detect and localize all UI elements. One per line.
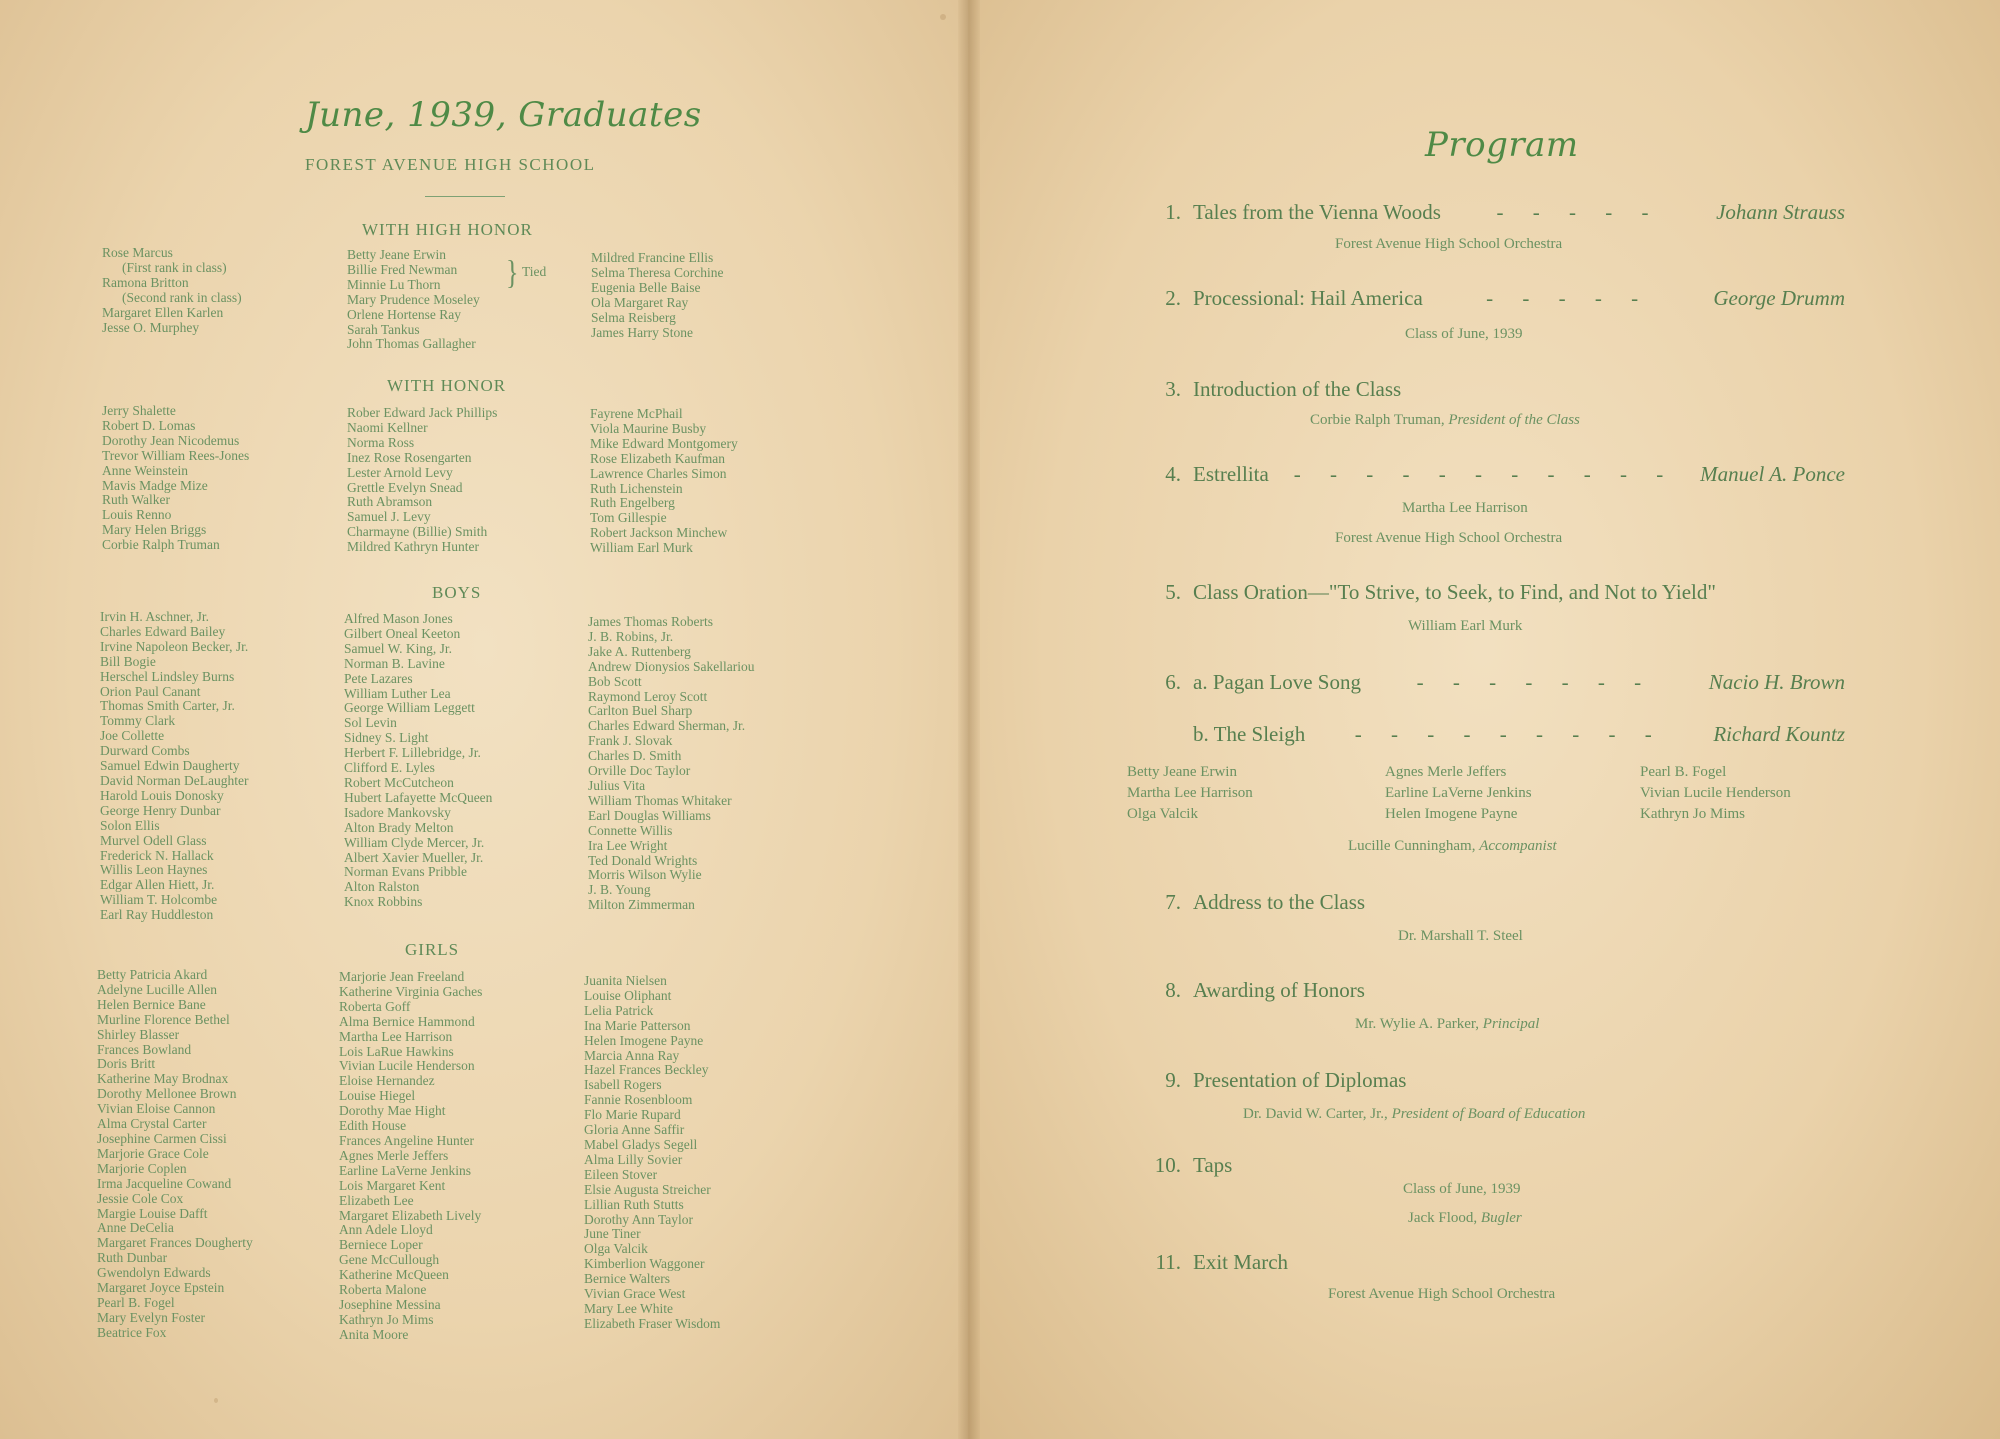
list-item: Ruth Dunbar [97, 1250, 168, 1266]
list-item: Juanita Nielsen [584, 973, 667, 988]
list-item: Corbie Ralph Truman [102, 537, 220, 553]
list-item: (First rank in class) [122, 259, 227, 275]
item-title: Address to the Class [1193, 890, 1366, 914]
boys-heading: BOYS [432, 583, 482, 602]
list-item: Helen Imogene Payne [584, 1032, 704, 1048]
list-item: William Thomas Whitaker [588, 792, 732, 808]
list-item: Earline LaVerne Jenkins [339, 1162, 471, 1178]
program-item [1135, 286, 1845, 311]
list-item: Anita Moore [339, 1326, 409, 1342]
list-item: Vivian Eloise Cannon [97, 1101, 216, 1117]
list-item: Mary Prudence Moseley [347, 291, 480, 307]
title-rule [425, 196, 505, 197]
page-fold [958, 0, 980, 1439]
list-item: Agnes Merle Jeffers [1385, 764, 1507, 780]
leader-dashes: - - - - - - - - - - - [1293, 462, 1676, 486]
list-item: Connette Willis [588, 822, 673, 838]
list-item: Jesse O. Murphey [102, 319, 200, 335]
list-item: Adelyne Lucille Allen [97, 981, 217, 997]
stain-spot [940, 14, 946, 20]
list-item: Ramona Britton [102, 274, 189, 290]
item-performer: William Earl Murk [1408, 618, 1523, 634]
list-item: Robert D. Lomas [102, 417, 196, 433]
list-item: Norman B. Lavine [344, 655, 445, 671]
list-item: Louise Oliphant [584, 987, 672, 1003]
item-number: 1. [1165, 200, 1181, 224]
item-title: Awarding of Honors [1193, 978, 1365, 1002]
item-composer: George Drumm [1713, 286, 1845, 310]
list-item: Earl Ray Huddleston [100, 907, 214, 923]
list-item: Kathryn Jo Mims [1640, 806, 1745, 822]
performer-role: Principal [1482, 1016, 1540, 1032]
list-item: (Second rank in class) [122, 289, 242, 305]
list-item: Selma Reisberg [591, 309, 676, 325]
item-composer: Richard Kountz [1713, 722, 1845, 746]
list-item: Gloria Anne Saffir [584, 1122, 685, 1138]
list-item: Katherine Virginia Gaches [339, 983, 483, 999]
list-item: Irvine Napoleon Becker, Jr. [100, 638, 249, 654]
list-item: Carlton Buel Sharp [588, 703, 693, 719]
list-item: Sidney S. Light [344, 730, 429, 746]
list-item: Margie Louise Dafft [97, 1205, 208, 1221]
item-number: 7. [1165, 890, 1181, 914]
item-number: 9. [1165, 1068, 1181, 1092]
high-honor-col1 [102, 246, 242, 335]
list-item: Berniece Loper [339, 1237, 423, 1253]
boys-col1 [100, 610, 248, 923]
item-composer: Manuel A. Ponce [1700, 462, 1845, 486]
item-number: 4. [1165, 462, 1181, 486]
performer-name: Jack Flood, [1408, 1210, 1481, 1226]
list-item: James Harry Stone [591, 324, 693, 340]
list-item: Hubert Lafayette McQueen [344, 789, 493, 805]
list-item: Ruth Lichenstein [590, 480, 683, 496]
list-item: Lillian Ruth Stutts [584, 1196, 684, 1212]
list-item: William Earl Murk [590, 540, 693, 556]
list-item: Joe Collette [100, 728, 165, 744]
list-item: Rober Edward Jack Phillips [347, 405, 498, 420]
list-item: Frank J. Slovak [588, 733, 673, 749]
list-item: Samuel Edwin Daugherty [100, 758, 240, 774]
item-performer: Dr. Marshall T. Steel [1398, 928, 1523, 944]
list-item: Lois Margaret Kent [339, 1177, 446, 1193]
list-item: Samuel W. King, Jr. [344, 640, 453, 656]
program-item [1135, 670, 1845, 695]
tied-brace: } [506, 253, 519, 292]
list-item: Martha Lee Harrison [339, 1028, 453, 1044]
list-item: Samuel J. Levy [347, 509, 431, 525]
list-item: Mildred Kathryn Hunter [347, 539, 479, 555]
program-item [1135, 377, 1845, 402]
list-item: Elizabeth Lee [339, 1192, 414, 1208]
list-item: Alma Crystal Carter [97, 1116, 207, 1132]
item-number: 8. [1165, 978, 1181, 1002]
list-item: Naomi Kellner [347, 419, 428, 435]
list-item: Mabel Gladys Segell [584, 1136, 698, 1152]
list-item: Gwendolyn Edwards [97, 1265, 211, 1281]
list-item: Ola Margaret Ray [591, 294, 689, 310]
list-item: Orion Paul Canant [100, 683, 201, 699]
list-item: Marjorie Grace Cole [97, 1145, 209, 1161]
high-honor-heading: WITH HIGH HONOR [362, 220, 533, 239]
list-item: Pearl B. Fogel [1640, 764, 1727, 780]
item-composer: Johann Strauss [1716, 200, 1845, 224]
list-item: Lelia Patrick [584, 1002, 654, 1018]
school-name: FOREST AVENUE HIGH SCHOOL [305, 155, 596, 174]
list-item: Bill Bogie [100, 653, 156, 669]
item-performer [1243, 1106, 1585, 1123]
program-item [1135, 1250, 1845, 1275]
performer-name: Corbie Ralph Truman, [1310, 412, 1449, 428]
item-title: b. The Sleigh [1193, 722, 1306, 746]
list-item: Mary Helen Briggs [102, 522, 207, 538]
list-item: Kimberlion Waggoner [584, 1256, 705, 1272]
list-item: Ted Donald Wrights [588, 852, 698, 868]
performer-name: Dr. David W. Carter, Jr., [1243, 1106, 1392, 1122]
item-title: Introduction of the Class [1193, 377, 1402, 401]
list-item: Alton Ralston [344, 879, 420, 895]
list-item: Ruth Abramson [347, 494, 433, 510]
list-item: Thomas Smith Carter, Jr. [100, 698, 235, 714]
list-item: Mike Edward Montgomery [590, 435, 738, 451]
program-item [1135, 580, 1845, 605]
list-item: Isadore Mankovsky [344, 804, 451, 820]
leader-dashes: - - - - - [1496, 200, 1661, 224]
program-item [1135, 722, 1845, 747]
item-performer: Class of June, 1939 [1405, 326, 1523, 342]
list-item: Grettle Evelyn Snead [347, 479, 463, 495]
girls-col2 [339, 970, 482, 1343]
list-item: Irvin H. Aschner, Jr. [100, 609, 209, 624]
item-title: Processional: Hail America [1193, 286, 1423, 310]
list-item: Alma Bernice Hammond [339, 1013, 475, 1029]
performer-role: President of Board of Education [1391, 1106, 1586, 1122]
list-item: Norman Evans Pribble [344, 864, 467, 880]
list-item: Agnes Merle Jeffers [339, 1147, 449, 1163]
list-item: Margaret Elizabeth Lively [339, 1207, 482, 1223]
girls-heading: GIRLS [405, 940, 460, 959]
list-item: Knox Robbins [344, 894, 423, 910]
graduates-title: June, 1939, Graduates [305, 95, 702, 135]
list-item: Alfred Mason Jones [344, 611, 453, 626]
list-item: Isabell Rogers [584, 1077, 662, 1093]
list-item: John Thomas Gallagher [347, 336, 476, 352]
list-item: Betty Patricia Akard [97, 967, 208, 982]
list-item: Tommy Clark [100, 713, 176, 729]
list-item: Frances Bowland [97, 1041, 192, 1057]
list-item: William Luther Lea [344, 685, 451, 701]
list-item: Helen Imogene Payne [1385, 806, 1518, 822]
item-number: 3. [1165, 377, 1181, 401]
list-item: Fayrene McPhail [590, 406, 683, 421]
list-item: George William Leggett [344, 700, 475, 716]
list-item: Betty Jeane Erwin [347, 247, 446, 262]
girls-col1 [97, 968, 253, 1341]
list-item: Minnie Lu Thorn [347, 276, 441, 292]
list-item: Margaret Joyce Epstein [97, 1280, 225, 1296]
list-item: Margaret Frances Dougherty [97, 1235, 253, 1251]
list-item: Mavis Madge Mize [102, 477, 208, 493]
list-item: Vivian Lucile Henderson [339, 1058, 475, 1074]
list-item: Edith House [339, 1118, 407, 1134]
program-item [1135, 978, 1845, 1003]
list-item: Viola Maurine Busby [590, 420, 707, 436]
list-item: Eugenia Belle Baise [591, 279, 701, 295]
list-item: Raymond Leroy Scott [588, 688, 708, 704]
list-item: Josephine Messina [339, 1296, 441, 1312]
program-item [1135, 200, 1845, 225]
item-performer: Martha Lee Harrison [1402, 500, 1528, 516]
list-item: Ruth Walker [102, 492, 171, 508]
list-item: George Henry Dunbar [100, 802, 221, 818]
program-item [1135, 462, 1845, 487]
singers-col3 [1640, 762, 1791, 825]
list-item: Margaret Ellen Karlen [102, 304, 224, 320]
boys-col3 [588, 615, 754, 913]
list-item: William Clyde Mercer, Jr. [344, 834, 485, 850]
list-item: Lawrence Charles Simon [590, 465, 727, 481]
list-item: Hazel Frances Beckley [584, 1062, 709, 1078]
list-item: Elizabeth Fraser Wisdom [584, 1315, 721, 1331]
list-item: Dorothy Ann Taylor [584, 1211, 694, 1227]
list-item: Dorothy Mellonee Brown [97, 1086, 237, 1102]
list-item: Rose Elizabeth Kaufman [590, 450, 725, 466]
list-item: Josephine Carmen Cissi [97, 1130, 227, 1146]
girls-col3 [584, 974, 720, 1332]
list-item: Norma Ross [347, 434, 415, 450]
list-item: Edgar Allen Hiett, Jr. [100, 877, 215, 893]
list-item: Pearl B. Fogel [97, 1294, 175, 1310]
item-performer: Forest Avenue High School Orchestra [1335, 236, 1563, 252]
list-item: Marjorie Jean Freeland [339, 969, 465, 984]
list-item: Vivian Lucile Henderson [1640, 785, 1791, 801]
item-title: Class Oration—"To Strive, to Seek, to Find, and Not to Yield" [1193, 580, 1716, 604]
list-item: Olga Valcik [1127, 806, 1198, 822]
list-item: Anne Weinstein [102, 462, 189, 478]
list-item: Olga Valcik [584, 1241, 648, 1257]
list-item: Jake A. Ruttenberg [588, 643, 691, 659]
list-item: Billie Fred Newman [347, 261, 458, 277]
item-number: 5. [1165, 580, 1181, 604]
list-item: Doris Britt [97, 1056, 156, 1072]
list-item: Roberta Malone [339, 1282, 427, 1298]
list-item: Ruth Engelberg [590, 495, 675, 511]
list-item: Rose Marcus [102, 245, 173, 260]
list-item: Dorothy Mae Hight [339, 1103, 446, 1119]
item-performer: Forest Avenue High School Orchestra [1328, 1286, 1556, 1302]
list-item: Anne DeCelia [97, 1220, 174, 1236]
list-item: Orlene Hortense Ray [347, 306, 461, 322]
list-item: Durward Combs [100, 743, 190, 759]
high-honor-col3 [591, 251, 723, 340]
list-item: Kathryn Jo Mims [339, 1311, 434, 1327]
list-item: Pete Lazares [344, 670, 413, 686]
list-item: Ann Adele Lloyd [339, 1222, 433, 1238]
leader-dashes: - - - - - - - [1416, 670, 1654, 694]
list-item: Tom Gillespie [590, 510, 667, 526]
singers-col1 [1127, 762, 1253, 825]
list-item: William T. Holcombe [100, 892, 218, 908]
honor-col1 [102, 404, 249, 553]
honor-heading: WITH HONOR [387, 376, 507, 395]
list-item: Bob Scott [588, 673, 642, 689]
item-number: 2. [1165, 286, 1181, 310]
item-performer [1310, 412, 1580, 429]
list-item: Vivian Grace West [584, 1286, 686, 1302]
program-item [1135, 890, 1845, 915]
item-performer [1355, 1016, 1539, 1033]
performer-role: President of the Class [1448, 412, 1580, 428]
list-item: Milton Zimmerman [588, 897, 695, 913]
list-item: Louis Renno [102, 507, 172, 523]
list-item: Eloise Hernandez [339, 1073, 435, 1089]
list-item: Inez Rose Rosengarten [347, 449, 472, 465]
accompanist-name: Lucille Cunningham, [1348, 838, 1480, 854]
leader-dashes: - - - - - - - - - [1354, 722, 1664, 746]
list-item: Louise Hiegel [339, 1088, 416, 1104]
list-item: Orville Doc Taylor [588, 763, 691, 779]
list-item: J. B. Robins, Jr. [588, 628, 674, 644]
item-title: Exit March [1193, 1250, 1289, 1274]
program-item [1135, 1153, 1845, 1178]
list-item: Charles D. Smith [588, 748, 682, 764]
list-item: Mary Evelyn Foster [97, 1309, 205, 1325]
list-item: Jerry Shalette [102, 403, 176, 418]
list-item: Murvel Odell Glass [100, 832, 207, 848]
list-item: Jessie Cole Cox [97, 1190, 184, 1206]
list-item: Herschel Lindsley Burns [100, 668, 235, 684]
honor-col2 [347, 406, 497, 555]
program-title: Program [1425, 125, 1579, 165]
list-item: Charmayne (Billie) Smith [347, 524, 488, 540]
list-item: Willis Leon Haynes [100, 862, 208, 878]
list-item: Earl Douglas Williams [588, 807, 711, 823]
list-item: Marjorie Coplen [97, 1160, 187, 1176]
item-composer: Nacio H. Brown [1708, 670, 1845, 694]
item-number: 10. [1154, 1153, 1181, 1177]
list-item: J. B. Young [588, 882, 651, 898]
list-item: Sarah Tankus [347, 321, 420, 337]
list-item: Trevor William Rees-Jones [102, 447, 250, 463]
list-item: Alton Brady Melton [344, 819, 454, 835]
list-item: Herbert F. Lillebridge, Jr. [344, 745, 481, 761]
accompanist [1348, 838, 1557, 855]
item-title: a. Pagan Love Song [1193, 670, 1361, 694]
list-item: Dorothy Jean Nicodemus [102, 432, 240, 448]
list-item: Mildred Francine Ellis [591, 250, 714, 265]
high-honor-col2 [347, 248, 480, 352]
tied-label: Tied [522, 264, 547, 279]
list-item: Bernice Walters [584, 1271, 671, 1287]
list-item: Gilbert Oneal Keeton [344, 625, 461, 641]
program-item [1135, 1068, 1845, 1093]
boys-col2 [344, 612, 492, 910]
list-item: Lester Arnold Levy [347, 464, 453, 480]
list-item: Solon Ellis [100, 817, 160, 833]
item-title: Presentation of Diplomas [1193, 1068, 1407, 1092]
list-item: Shirley Blasser [97, 1026, 180, 1042]
item-performer [1408, 1210, 1522, 1227]
list-item: Frances Angeline Hunter [339, 1132, 474, 1148]
list-item: Flo Marie Rupard [584, 1107, 681, 1123]
list-item: Julius Vita [588, 777, 646, 793]
item-title: Estrellita [1193, 462, 1269, 486]
list-item: Robert McCutcheon [344, 774, 454, 790]
list-item: Harold Louis Donosky [100, 787, 224, 803]
honor-col3 [590, 407, 738, 556]
item-performer: Class of June, 1939 [1403, 1181, 1521, 1197]
list-item: Eileen Stover [584, 1166, 658, 1182]
list-item: Betty Jeane Erwin [1127, 764, 1237, 780]
list-item: Clifford E. Lyles [344, 760, 435, 776]
list-item: Lois LaRue Hawkins [339, 1043, 454, 1059]
singers-col2 [1385, 762, 1532, 825]
list-item: Beatrice Fox [97, 1324, 167, 1340]
list-item: David Norman DeLaughter [100, 772, 249, 788]
list-item: Selma Theresa Corchine [591, 264, 724, 280]
list-item: Andrew Dionysios Sakellariou [588, 658, 755, 674]
list-item: Albert Xavier Mueller, Jr. [344, 849, 484, 865]
list-item: Roberta Goff [339, 998, 411, 1014]
list-item: Fannie Rosenbloom [584, 1092, 693, 1108]
item-number: 6. [1165, 670, 1181, 694]
item-title: Taps [1193, 1153, 1233, 1177]
list-item: Charles Edward Sherman, Jr. [588, 718, 746, 734]
list-item: Frederick N. Hallack [100, 847, 214, 863]
list-item: Elsie Augusta Streicher [584, 1181, 711, 1197]
list-item: Mary Lee White [584, 1300, 673, 1316]
item-title: Tales from the Vienna Woods [1193, 200, 1441, 224]
stain-spot [214, 1398, 218, 1403]
list-item: Charles Edward Bailey [100, 623, 226, 639]
list-item: Murline Florence Bethel [97, 1011, 230, 1027]
list-item: Ira Lee Wright [588, 837, 668, 853]
list-item: Earline LaVerne Jenkins [1385, 785, 1532, 801]
list-item: June Tiner [584, 1226, 641, 1242]
list-item: James Thomas Roberts [588, 614, 713, 629]
list-item: Katherine May Brodnax [97, 1071, 229, 1087]
list-item: Marcia Anna Ray [584, 1047, 680, 1063]
list-item: Robert Jackson Minchew [590, 525, 728, 541]
list-item: Martha Lee Harrison [1127, 785, 1253, 801]
item-number: 11. [1155, 1250, 1181, 1274]
list-item: Ina Marie Patterson [584, 1017, 691, 1033]
list-item: Morris Wilson Wylie [588, 867, 702, 883]
list-item: Alma Lilly Sovier [584, 1151, 683, 1167]
accompanist-role: Accompanist [1479, 838, 1557, 854]
leader-dashes: - - - - - [1486, 286, 1651, 310]
performer-role: Bugler [1480, 1210, 1522, 1226]
list-item: Katherine McQueen [339, 1267, 449, 1283]
item-performer: Forest Avenue High School Orchestra [1335, 530, 1563, 546]
list-item: Gene McCullough [339, 1252, 440, 1268]
list-item: Irma Jacqueline Cowand [97, 1175, 232, 1191]
performer-name: Mr. Wylie A. Parker, [1355, 1016, 1483, 1032]
list-item: Sol Levin [344, 715, 397, 731]
list-item: Helen Bernice Bane [97, 996, 206, 1012]
